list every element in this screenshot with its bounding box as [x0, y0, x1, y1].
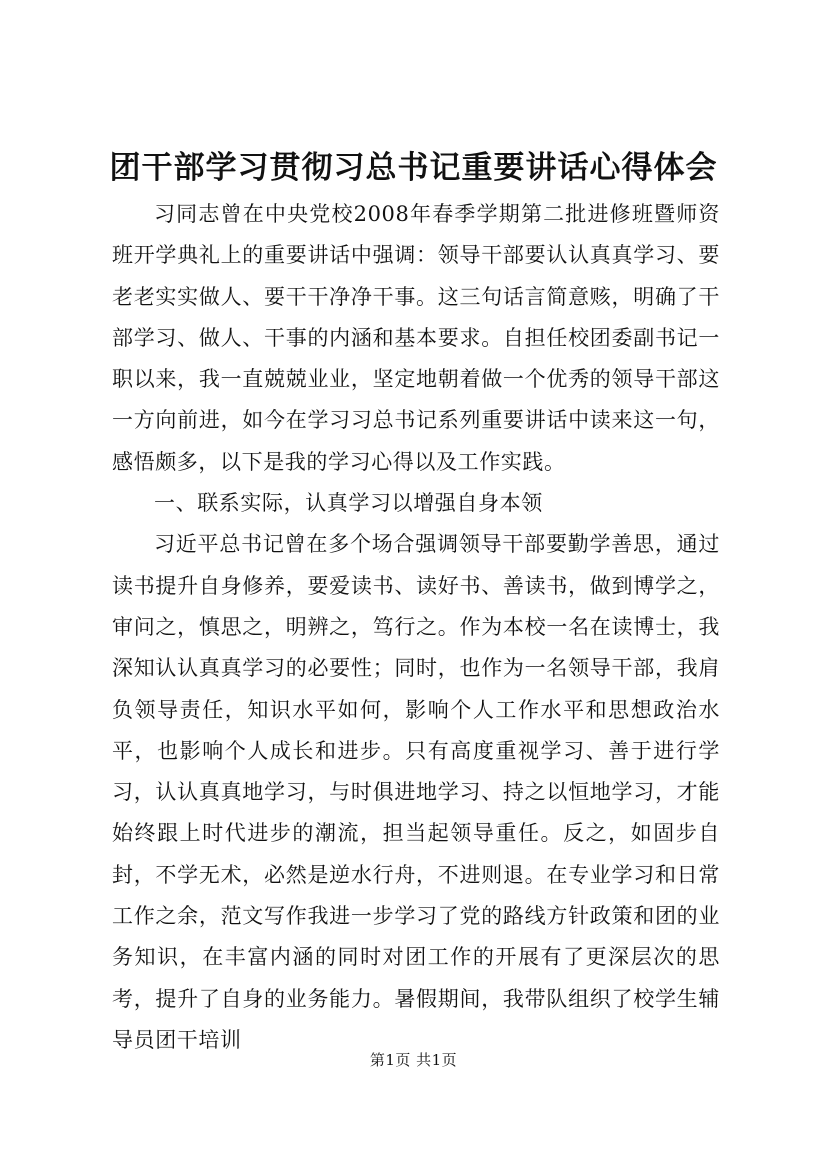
document-title: 团干部学习贯彻习总书记重要讲话心得体会: [109, 150, 718, 186]
document-body: [112, 194, 720, 1061]
paragraph-section-one: 习近平总书记曾在多个场合强调领导干部要勤学善思，通过读书提升自身修养，要爱读书、读好书、善读书，做到博学之，审问之，慎思之，明辨之，笃行之。作为本校一名在读博士，我深知认认真真学习的必要性；同时，也作为一名领导干部，我肩负领导责任，知识水平如何，影响个人工作水平和思想政治水平，也影响个人成长和进步。只有高度重视学习、善于进行学习，认认真真地学习，与时俱进地学习、持之以恒地学习，才能始终跟上时代进步的潮流，担当起领导重任。反之，如固步自封，不学无术，必然是逆水行舟，不进则退。在专业学习和日常工作之余，范文写作我进一步学习了党的路线方针政策和团的业务知识，在丰富内涵的同时对团工作的开展有了更深层次的思考，提升了自身的业务能力。暑假期间，我带队组织了校学生辅导员团干培训: [112, 532, 720, 1052]
page-number-footer: 第1页 共1页: [369, 1051, 458, 1069]
paragraph-intro: 习同志曾在中央党校2008年春季学期第二批进修班暨师资班开学典礼上的重要讲话中强调：领导干部要认认真真学习、要老老实实做人、要干干净净干事。这三句话言简意赅，明确了干部学习、做人、干事的内涵和基本要求。自担任校团委副书记一职以来，我一直兢兢业业，坚定地朝着做一个优秀的领导干部这一方向前进，如今在学习习总书记系列重要讲话中读来这一句，感悟颇多，以下是我的学习心得以及工作实践。: [112, 202, 720, 474]
section-heading: 一、联系实际，认真学习以增强自身本领: [154, 491, 543, 516]
